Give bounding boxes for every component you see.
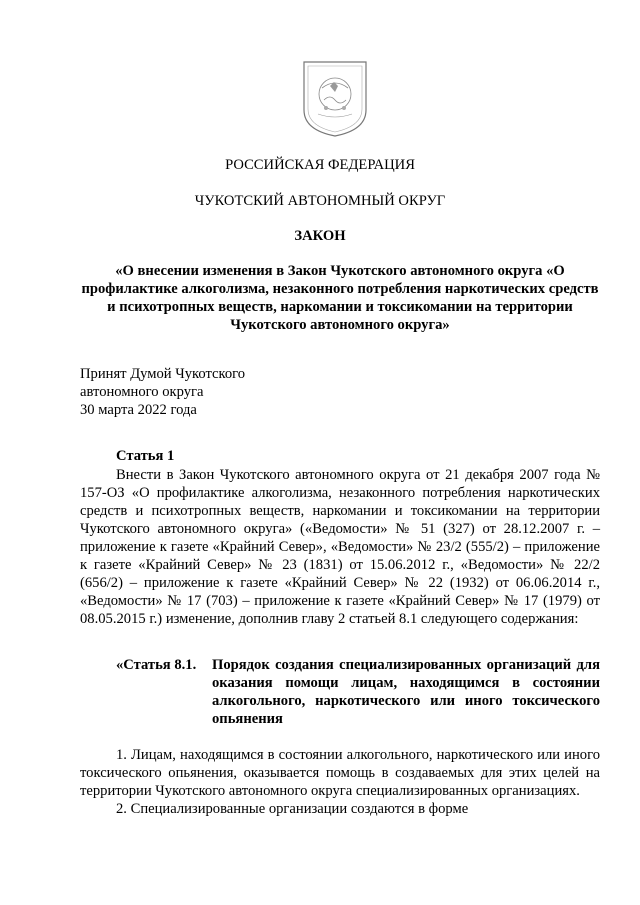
chukotka-coat-of-arms-icon [300, 58, 370, 138]
document-type: ЗАКОН [294, 228, 346, 244]
adoption-info [80, 365, 245, 419]
law-title: «О внесении изменения в Закон Чукотского автономного округа «О профилактике алкоголизма, незаконного потребления наркотических средств и психотропных веществ, наркомании и токсикомании на территории Чукотского автономного округа» [81, 263, 599, 333]
article-1-heading: Статья 1 [116, 448, 175, 464]
adoption-line: автономного округа [80, 384, 204, 400]
adoption-line: Принят Думой Чукотского [80, 366, 246, 382]
adoption-date: 30 марта 2022 года [80, 402, 197, 418]
country-name: РОССИЙСКАЯ ФЕДЕРАЦИЯ [225, 157, 415, 173]
article-1-text: Внести в Закон Чукотского автономного округа от 21 декабря 2007 года № 157-ОЗ «О профилактике алкоголизма, незаконного потребления наркотических средств и психотропных веществ, наркомании и токсикомании на территории Чукотского автономного округа» («Ведомости» № 51 (327) от 28.12.2007 г. – приложение к газете «Крайний Север», «Ведомости» № 23/2 (555/2) – приложение к газете «Крайний Север» № 23 (1831) от 15.06.2012 г., «Ведомости» № 22/2 (656/2) – приложение к газете «Крайний Север» № 22 (1932) от 06.06.2014 г., «Ведомости» № 17 (703) – приложение к газете «Крайний Север» № 17 (1979) от 08.05.2015 г.) изменение, дополнив главу 2 статьей 8.1 следующего содержания: [80, 467, 600, 627]
article-8-1-heading [116, 656, 600, 728]
article-8-1-label: «Статья 8.1. [116, 657, 197, 673]
article-8-1-items [80, 746, 600, 818]
article-1-body [80, 466, 600, 628]
list-item: 1. Лицам, находящимся в состоянии алкогольного, наркотического или иного токсического опьянения, оказывается помощь в создаваемых для этих целей на территории Чукотского автономного округа специализированных организациях. [80, 747, 600, 799]
region-name: ЧУКОТСКИЙ АВТОНОМНЫЙ ОКРУГ [194, 193, 446, 209]
article-8-1-title: Порядок создания специализированных организаций для оказания помощи лицам, находящимся в состоянии алкогольного, наркотического или иного токсического опьянения [212, 657, 600, 727]
list-item: 2. Специализированные организации создаются в форме [116, 801, 469, 817]
